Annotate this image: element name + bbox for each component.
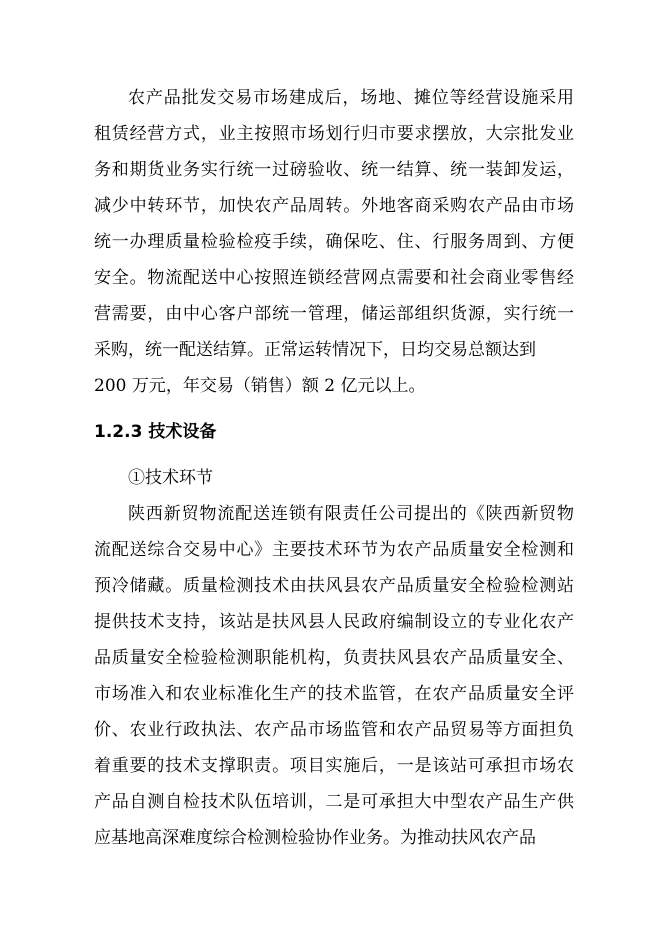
text-line: 陕西新贸物流配送连锁有限责任公司提出的《陕西新贸物 bbox=[128, 504, 574, 524]
text-line: 200 万元，年交易（销售）额 2 亿元以上。 bbox=[94, 376, 426, 396]
section-heading: 1.2.3 技术设备 bbox=[94, 422, 217, 442]
text-line: 提供技术支持，该站是扶风县人民政府编制设立的专业化农产 bbox=[94, 612, 574, 632]
text-line: 价、农业行政执法、农产品市场监管和农产品贸易等方面担负 bbox=[94, 720, 574, 740]
subsection-heading: ①技术环节 bbox=[128, 468, 213, 488]
text-line: 流配送综合交易中心》主要技术环节为农产品质量安全检测和 bbox=[94, 540, 574, 560]
text-line: 租赁经营方式，业主按照市场划行归市要求摆放，大宗批发业 bbox=[94, 124, 574, 144]
text-line: 品质量安全检验检测职能机构，负责扶风县农产品质量安全、 bbox=[94, 648, 574, 668]
text-line: 着重要的技术支撑职责。项目实施后，一是该站可承担市场农 bbox=[94, 756, 574, 776]
text-line: 产品自测自检技术队伍培训，二是可承担大中型农产品生产供 bbox=[94, 792, 574, 812]
text-line: 营需要，由中心客户部统一管理，储运部组织货源，实行统一 bbox=[94, 304, 574, 324]
text-line: 务和期货业务实行统一过磅验收、统一结算、统一装卸发运， bbox=[94, 160, 574, 180]
text-line: 统一办理质量检验检疫手续，确保吃、住、行服务周到、方便 bbox=[94, 232, 574, 252]
text-line: 应基地高深难度综合检测检验协作业务。为推动扶风农产品 bbox=[94, 828, 536, 848]
text-line: 市场准入和农业标准化生产的技术监管，在农产品质量安全评 bbox=[94, 684, 574, 704]
text-line: 预冷储藏。质量检测技术由扶风县农产品质量安全检验检测站 bbox=[94, 576, 574, 596]
text-line: 农产品批发交易市场建成后，场地、摊位等经营设施采用 bbox=[128, 88, 574, 108]
text-line: 安全。物流配送中心按照连锁经营网点需要和社会商业零售经 bbox=[94, 268, 574, 288]
text-line: 减少中转环节，加快农产品周转。外地客商采购农产品由市场 bbox=[94, 196, 574, 216]
text-line: 采购，统一配送结算。正常运转情况下，日均交易总额达到 bbox=[94, 340, 536, 360]
